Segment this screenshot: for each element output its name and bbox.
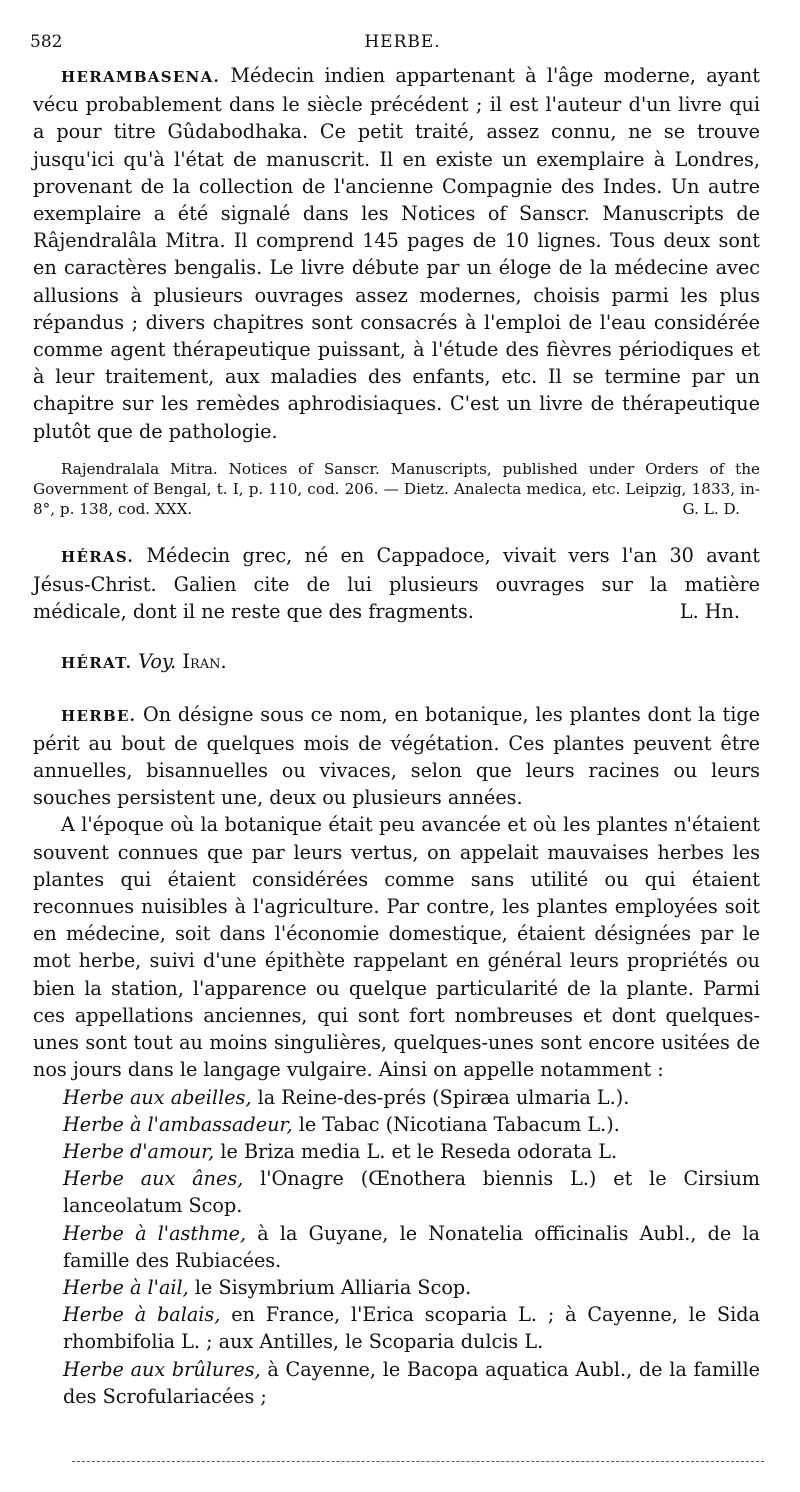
herb-name: Herbe aux abeilles,: [63, 1085, 252, 1109]
entry-herambasena-text: [33, 62, 760, 445]
herb-description: le Tabac (Nicotiana Tabacum L.).: [298, 1112, 620, 1136]
herb-name: Herbe à l'ambassadeur,: [63, 1112, 293, 1136]
cross-reference-voy: Voy.: [138, 650, 177, 674]
footer-rule: [72, 1461, 764, 1462]
entry-references: [33, 459, 760, 519]
author-signature: L. Hn.: [679, 600, 740, 624]
entry-term: HÉRAS.: [61, 547, 135, 566]
list-item: [33, 1084, 760, 1111]
entry-term: HERBE.: [61, 706, 137, 725]
list-item: [33, 1356, 760, 1410]
entry-term: HERAMBASENA.: [61, 68, 221, 86]
entry-herambasena: [33, 62, 760, 519]
herb-description: à Cayenne, le Bacopa aquatica Aubl., de la famille des Scrofulariacées ;: [63, 1357, 760, 1408]
herb-description: en France, l'Erica scoparia L. ; à Cayenne, le Sida rhombifolia L. ; aux Antilles, le Scoparia dulcis L.: [63, 1303, 760, 1354]
list-item: [33, 1111, 760, 1138]
herb-description: le Sisymbrium Alliaria Scop.: [194, 1275, 472, 1299]
list-item: [33, 1274, 760, 1301]
references-text: Rajendralala Mitra. Notices of Sanscr. Manuscripts, published under Orders of the Government of Bengal, t. I, p. 110, cod. 206. — Dietz. Analecta medica, etc. Leipzig, 1833, in-8°, p. 138, cod. XXX.: [33, 459, 760, 518]
herb-description: l'Onagre (Œnothera biennis L.) et le Cirsium lanceolatum Scop.: [63, 1167, 760, 1218]
entry-herbe: [33, 701, 760, 1410]
entry-heras: [33, 542, 760, 626]
herb-name: Herbe à l'asthme,: [63, 1221, 247, 1245]
entry-body: On désigne sous ce nom, en botanique, les plantes dont la tige périt au bout de quelques mois de végétation. Ces plantes peuvent être annuelles, bisannuelles ou vivaces, selon que leurs racines ou leurs souches persistent une, deux ou plusieurs années.: [33, 702, 760, 810]
herb-name: Herbe à balais,: [63, 1303, 221, 1327]
herb-name: Herbe aux ânes,: [63, 1167, 244, 1191]
herb-name: Herbe d'amour,: [63, 1139, 215, 1163]
entry-herbe-paragraph-1: [33, 701, 760, 812]
herb-name: Herbe à l'ail,: [63, 1275, 189, 1299]
entry-body: Médecin grec, né en Cappadoce, vivait vers l'an 30 avant Jésus-Christ. Galien cite de lui plusieurs ouvrages sur la matière médicale, dont il ne reste que des fragments.: [33, 543, 760, 624]
cross-reference-target[interactable]: Iran.: [182, 650, 227, 674]
herb-description: à la Guyane, le Nonatelia officinalis Aubl., de la famille des Rubiacées.: [63, 1221, 760, 1272]
herb-description: la Reine-des-prés (Spiræa ulmaria L.).: [257, 1085, 630, 1109]
entry-herbe-paragraph-2: A l'époque où la botanique était peu avancée et où les plantes n'étaient souvent connues que par leurs vertus, on appelait mauvaises herbes les plantes qui étaient considérées comme sans utilité ou qui étaient reconnues nuisibles à l'agriculture. Par contre, les plantes employées soit en médecine, soit dans l'économie domestique, étaient désignées par le mot herbe, suivi d'une épithète rappelant en général leurs propriétés ou bien la station, l'apparence ou quelque particularité de la plante. Parmi ces appellations anciennes, qui sont fort nombreuses et dont quelques-unes sont tout au moins singulières, quelques-unes sont encore usitées de nos jours dans le langage vulgaire. Ainsi on appelle notamment :: [33, 813, 760, 1082]
page-header: [30, 32, 775, 58]
article-body: [33, 62, 760, 1410]
herb-description: le Briza media L. et le Reseda odorata L.: [220, 1139, 618, 1163]
list-item: [33, 1220, 760, 1274]
list-item: [33, 1165, 760, 1219]
running-head: HERBE.: [364, 32, 441, 52]
author-signature: G. L. D.: [682, 499, 740, 518]
list-item: [33, 1138, 760, 1165]
entry-herat: [33, 648, 760, 677]
herb-name: Herbe aux brûlures,: [63, 1357, 261, 1381]
page-number: 582: [30, 32, 63, 52]
entry-term: HÉRAT.: [61, 654, 133, 673]
list-item: [33, 1301, 760, 1355]
entry-heras-text: [33, 542, 760, 626]
herbe-names-list: [33, 1084, 760, 1410]
entry-herat-text: [33, 648, 760, 677]
entry-body: Médecin indien appartenant à l'âge moderne, ayant vécu probablement dans le siècle précédent ; il est l'auteur d'un livre qui a pour titre Gûdabodhaka. Ce petit traité, assez connu, ne se trouve jusqu'ici qu'à l'état de manuscrit. Il en existe un exemplaire à Londres, provenant de la collection de l'ancienne Compagnie des Indes. Un autre exemplaire a été signalé dans les Notices of Sanscr. Manuscripts de Râjendralâla Mitra. Il comprend 145 pages de 10 lignes. Tous deux sont en caractères bengalis. Le livre débute par un éloge de la médecine avec allusions à plusieurs ouvrages assez modernes, choisis parmi les plus répandus ; divers chapitres sont consacrés à l'emploi de l'eau considérée comme agent thérapeutique puissant, à l'étude des fièvres périodiques et à leur traitement, aux maladies des enfants, etc. Il se termine par un chapitre sur les remèdes aphrodisiaques. C'est un livre de thérapeutique plutôt que de pathologie.: [33, 64, 760, 443]
